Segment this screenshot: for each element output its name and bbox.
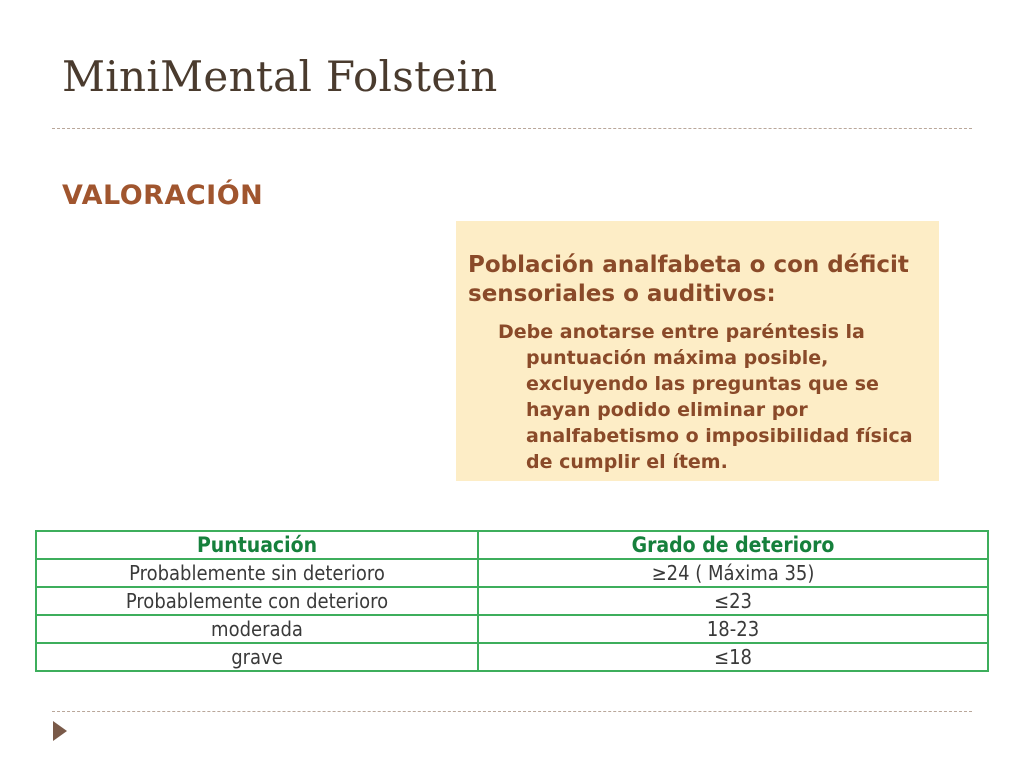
- table-cell: ≥24 ( Máxima 35): [478, 559, 988, 587]
- table-header-cell: Grado de deterioro: [478, 531, 988, 559]
- play-arrow-icon[interactable]: [53, 721, 67, 741]
- note-box: [456, 221, 939, 481]
- note-heading: Población analfabeta o con déficit sensoriales o auditivos:: [468, 252, 909, 307]
- table-row: [36, 615, 988, 643]
- table-cell: ≤18: [478, 643, 988, 671]
- table-cell: Probablemente sin deterioro: [36, 559, 478, 587]
- table-row: [36, 559, 988, 587]
- table-cell: grave: [36, 643, 478, 671]
- note-body: Debe anotarse entre paréntesis la puntuación máxima posible, excluyendo las preguntas que se hayan podido eliminar por analfabetismo o imposibilidad física de cumplir el ítem.: [498, 321, 913, 473]
- table-header-row: [36, 531, 988, 559]
- slide-title: MiniMental Folstein: [62, 52, 498, 101]
- score-table: [35, 530, 989, 672]
- table-header-cell: Puntuación: [36, 531, 478, 559]
- table-row: [36, 643, 988, 671]
- top-divider: [52, 128, 972, 129]
- bottom-divider: [52, 711, 972, 712]
- table-row: [36, 587, 988, 615]
- table-cell: ≤23: [478, 587, 988, 615]
- table-cell: Probablemente con deterioro: [36, 587, 478, 615]
- table-cell: 18-23: [478, 615, 988, 643]
- section-subtitle: VALORACIÓN: [62, 180, 264, 211]
- table-cell: moderada: [36, 615, 478, 643]
